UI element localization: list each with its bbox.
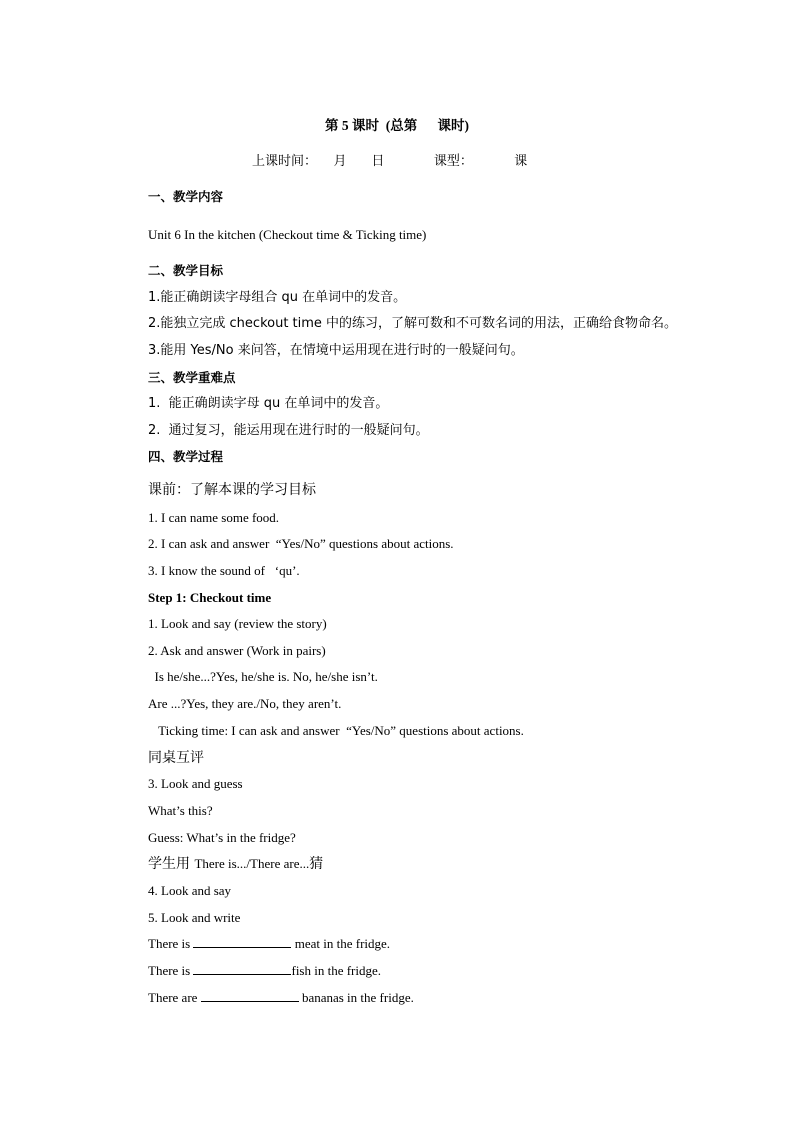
step-item: Are ...?Yes, they are./No, they aren’t.: [148, 696, 342, 711]
step-item: 4. Look and say: [148, 883, 232, 898]
guess-instruction-cn: 学生用: [148, 856, 195, 872]
step-item: 3. Look and guess: [148, 776, 243, 791]
pre-class-note: 课前：了解本课的学习目标: [148, 482, 316, 498]
peer-review-note: 同桌互评: [148, 750, 204, 766]
objective-item: 2. I can ask and answer “Yes/No” questions about actions.: [148, 536, 454, 551]
fill-suffix: fish in the fridge.: [291, 963, 382, 978]
step-heading: Step 1: Checkout time: [148, 590, 272, 605]
step-item: 5. Look and write: [148, 910, 241, 925]
fill-suffix: meat in the fridge.: [291, 936, 391, 951]
guess-instruction-cn-end: 猜: [309, 856, 324, 872]
guess-instruction-en: There is.../There are...: [194, 856, 310, 871]
section-heading-process: 四、教学过程: [148, 449, 224, 464]
content-text: Unit 6 In the kitchen (Checkout time & Ticking time): [148, 227, 427, 242]
guess-instruction: [148, 855, 323, 873]
fill-prefix: There is: [148, 963, 194, 978]
section-heading-key-points: 三、教学重难点: [148, 370, 236, 385]
step-item: 1. Look and say (review the story): [148, 616, 327, 631]
key-point-item: 2. 通过复习，能运用现在进行时的一般疑问句。: [148, 423, 429, 438]
fill-in-sentence: [148, 989, 414, 1007]
fill-in-sentence: [148, 962, 381, 980]
fill-suffix: bananas in the fridge.: [298, 990, 414, 1005]
objective-item: 3. I know the sound of ‘qu’.: [148, 563, 300, 578]
step-item: What’s this?: [148, 803, 213, 818]
section-heading-content: 一、教学内容: [148, 189, 224, 204]
fill-in-sentence: [148, 935, 390, 953]
fill-blank[interactable]: [193, 935, 291, 948]
step-item: Is he/she...?Yes, he/she is. No, he/she isn’t.: [148, 669, 378, 684]
fill-blank[interactable]: [201, 989, 299, 1002]
lesson-title: 第 5 课时 (总第 课时): [325, 118, 469, 133]
goal-item: 2.能独立完成 checkout time 中的练习，了解可数和不可数名词的用法，正确给食物命名。: [148, 316, 678, 331]
fill-prefix: There are: [148, 990, 201, 1005]
goal-item: 1.能正确朗读字母组合 qu 在单词中的发音。: [148, 290, 407, 305]
key-point-item: 1. 能正确朗读字母 qu 在单词中的发音。: [148, 396, 389, 411]
fill-blank[interactable]: [193, 962, 291, 975]
step-item: 2. Ask and answer (Work in pairs): [148, 643, 326, 658]
section-heading-goals: 二、教学目标: [148, 263, 224, 278]
fill-prefix: There is: [148, 936, 194, 951]
objective-item: 1. I can name some food.: [148, 510, 280, 525]
ticking-time-item: Ticking time: I can ask and answer “Yes/No” questions about actions.: [148, 723, 517, 738]
goal-item: 3.能用 Yes/No 来问答，在情境中运用现在进行时的一般疑问句。: [148, 343, 524, 358]
step-item: Guess: What’s in the fridge?: [148, 830, 296, 845]
lesson-meta: 上课时间： 月 日 课型： 课: [252, 154, 528, 169]
